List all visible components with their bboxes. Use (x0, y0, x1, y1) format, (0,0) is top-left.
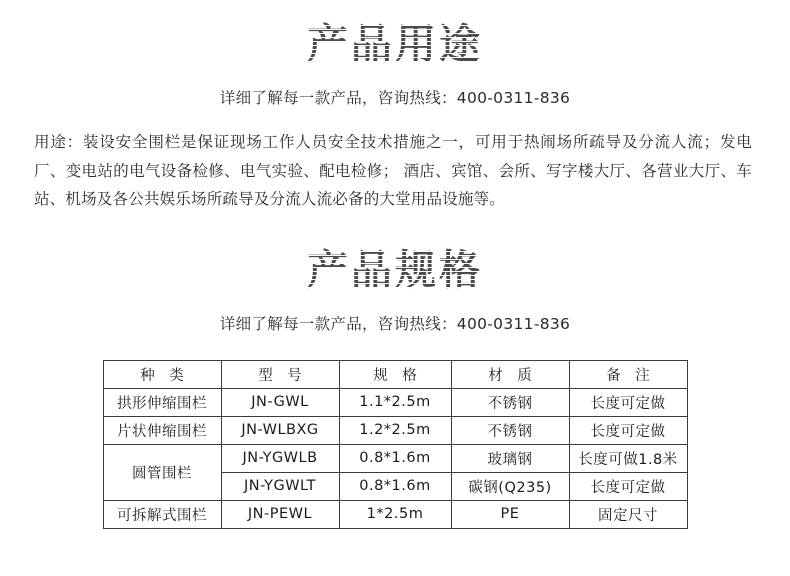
table-cell-remark: 固定尺寸 (569, 500, 687, 528)
table-row (103, 416, 687, 444)
table-row (103, 444, 687, 472)
hotline-subtitle-usage: 详细了解每一款产品，咨询热线：400-0311-836 (219, 88, 571, 107)
table-cell-size: 0.8*1.6m (339, 472, 451, 500)
table-header-row (103, 360, 687, 388)
table-header-cell: 材 质 (451, 360, 569, 388)
table-cell-type: 拱形伸缩围栏 (103, 388, 221, 416)
table-cell-remark: 长度可定做 (569, 472, 687, 500)
table-cell-size: 0.8*1.6m (339, 444, 451, 472)
spec-table-wrapper (0, 360, 790, 529)
table-cell-material: PE (451, 500, 569, 528)
product-detail-page (0, 22, 790, 576)
usage-description: 用途：装设安全围栏是保证现场工作人员安全技术措施之一，可用于热闹场所疏导及分流人流；发电厂、变电站的电气设备检修、电气实验、配电检修； 酒店、宾馆、会所、写字楼大厅、各营业大厅、车站、机场及各公共娱乐场所疏导及分流人流必备的大堂用品设施等。 (34, 132, 752, 209)
table-cell-type: 圆管围栏 (103, 444, 221, 500)
table-cell-remark: 长度可做1.8米 (569, 444, 687, 472)
table-cell-material: 碳钢(Q235) (451, 472, 569, 500)
section-title-usage: 产品用途 (0, 22, 790, 68)
table-cell-remark: 长度可定做 (569, 388, 687, 416)
table-cell-material: 不锈钢 (451, 388, 569, 416)
section-title-spec: 产品规格 (0, 248, 790, 294)
table-cell-material: 不锈钢 (451, 416, 569, 444)
table-row (103, 388, 687, 416)
table-cell-material: 玻璃钢 (451, 444, 569, 472)
table-cell-model: JN-PEWL (221, 500, 339, 528)
table-cell-type: 可拆解式围栏 (103, 500, 221, 528)
hotline-subtitle-spec: 详细了解每一款产品，咨询热线：400-0311-836 (219, 314, 571, 333)
table-row (103, 500, 687, 528)
table-header-cell: 备 注 (569, 360, 687, 388)
table-cell-model: JN-GWL (221, 388, 339, 416)
table-header-cell: 型 号 (221, 360, 339, 388)
table-cell-size: 1*2.5m (339, 500, 451, 528)
table-header-cell: 规 格 (339, 360, 451, 388)
table-header-cell: 种 类 (103, 360, 221, 388)
table-cell-type: 片状伸缩围栏 (103, 416, 221, 444)
table-cell-size: 1.1*2.5m (339, 388, 451, 416)
spec-table (103, 360, 688, 529)
table-cell-model: JN-WLBXG (221, 416, 339, 444)
table-cell-model: JN-YGWLT (221, 472, 339, 500)
table-cell-model: JN-YGWLB (221, 444, 339, 472)
table-cell-size: 1.2*2.5m (339, 416, 451, 444)
table-cell-remark: 长度可定做 (569, 416, 687, 444)
